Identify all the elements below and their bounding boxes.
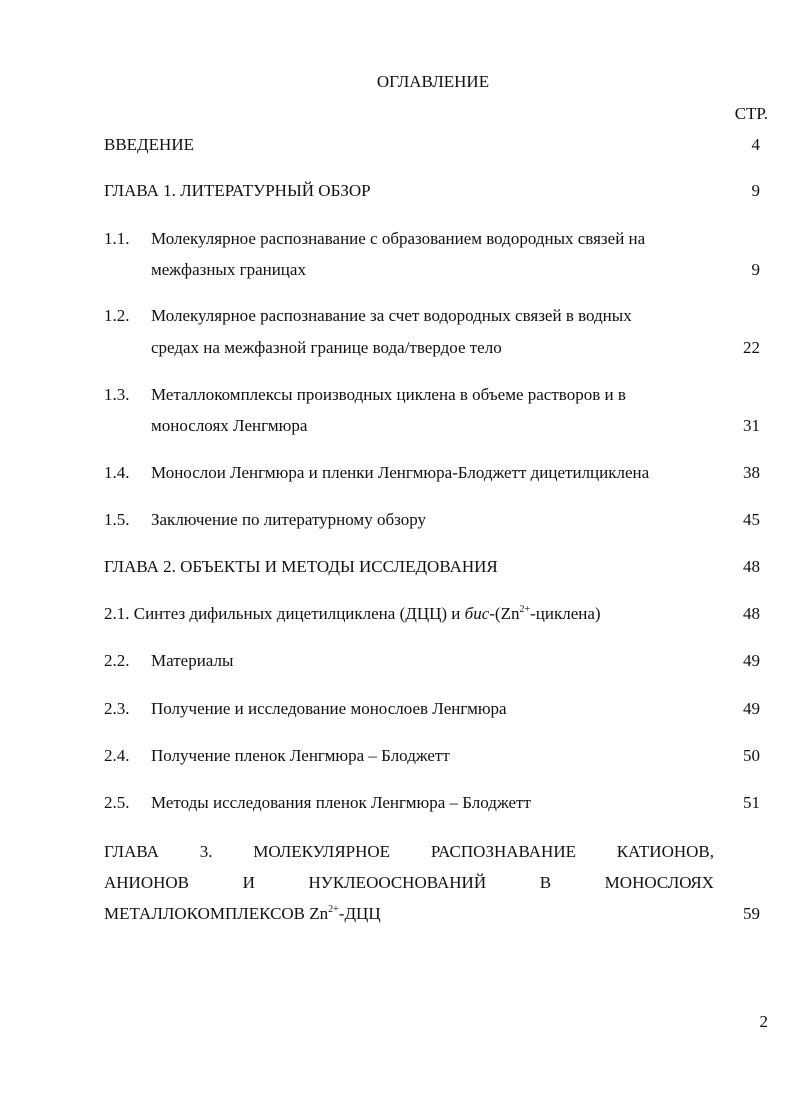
toc-page-chapter-3: 59 <box>743 904 760 923</box>
toc-entry-1-5[interactable]: Заключение по литературному обзору <box>151 510 426 529</box>
toc-word: РАСПОЗНАВАНИЕ <box>430 842 576 861</box>
toc-entry-chapter-3-line2[interactable] <box>104 873 714 893</box>
toc-page-2-2: 49 <box>743 651 760 670</box>
toc-entry-1-2-line2[interactable]: средах на межфазной границе вода/твердое тело <box>151 338 502 357</box>
toc-entry-1-1-line1[interactable]: Молекулярное распознавание с образованием водородных связей на <box>151 229 646 248</box>
toc-word: АНИОНОВ <box>104 873 189 892</box>
toc-number-2-5: 2.5. <box>104 793 130 812</box>
toc-entry-2-4[interactable]: Получение пленок Ленгмюра – Блоджетт <box>151 746 450 765</box>
toc-page-2-5: 51 <box>743 793 760 812</box>
page-column-header: СТР. <box>734 104 768 123</box>
toc-page-1-1: 9 <box>751 260 760 279</box>
toc-page-1-2: 22 <box>743 338 760 357</box>
toc-word: МОЛЕКУЛЯРНОЕ <box>253 842 391 861</box>
toc-word: ГЛАВА <box>104 842 159 861</box>
toc-page-chapter-2: 48 <box>743 557 760 576</box>
toc-entry-2-1-tail: -циклена) <box>530 604 601 623</box>
toc-entry-chapter-3-line1[interactable] <box>104 842 714 862</box>
page-title: ОГЛАВЛЕНИЕ <box>376 72 490 91</box>
toc-page-1-4: 38 <box>743 463 760 482</box>
toc-entry-chapter-2[interactable]: ГЛАВА 2. ОБЪЕКТЫ И МЕТОДЫ ИССЛЕДОВАНИЯ <box>104 557 498 576</box>
toc-word: В <box>539 873 552 892</box>
toc-entry-chapter-1[interactable]: ГЛАВА 1. ЛИТЕРАТУРНЫЙ ОБЗОР <box>104 181 371 200</box>
toc-entry-1-1-line2[interactable]: межфазных границах <box>151 260 306 279</box>
toc-entry-introduction[interactable]: ВВЕДЕНИЕ <box>104 135 194 154</box>
toc-word: 3. <box>199 842 213 861</box>
toc-entry-1-3-line2[interactable]: монослоях Ленгмюра <box>151 416 308 435</box>
toc-page-1-5: 45 <box>743 510 760 529</box>
toc-entry-2-2[interactable]: Материалы <box>151 651 234 670</box>
toc-page-chapter-1: 9 <box>751 181 760 200</box>
toc-page-1-3: 31 <box>743 416 760 435</box>
toc-entry-1-2-line1[interactable]: Молекулярное распознавание за счет водородных связей в водных <box>151 306 632 325</box>
toc-number-1-1: 1.1. <box>104 229 130 248</box>
toc-page-2-1: 48 <box>743 604 760 623</box>
toc-word: МОНОСЛОЯХ <box>604 873 714 892</box>
toc-word: НУКЛЕООСНОВАНИЙ <box>308 873 487 892</box>
toc-number-2-4: 2.4. <box>104 746 130 765</box>
toc-number-1-4: 1.4. <box>104 463 130 482</box>
toc-entry-2-1-charge: 2+ <box>519 604 531 615</box>
toc-entry-2-1-zn: -(Zn <box>489 604 520 623</box>
toc-page-2-3: 49 <box>743 699 760 718</box>
toc-word: КАТИОНОВ, <box>616 842 714 861</box>
toc-entry-chapter-3-text: МЕТАЛЛОКОМПЛЕКСОВ Zn <box>104 904 329 923</box>
toc-entry-1-3-line1[interactable]: Металлокомплексы производных циклена в объеме растворов и в <box>151 385 626 404</box>
toc-entry-chapter-3-line3[interactable] <box>104 904 381 924</box>
toc-number-2-2: 2.2. <box>104 651 130 670</box>
toc-entry-1-4[interactable]: Монослои Ленгмюра и пленки Ленгмюра-Блоджетт дицетилциклена <box>151 463 650 482</box>
toc-entry-2-3[interactable]: Получение и исследование монослоев Ленгмюра <box>151 699 507 718</box>
toc-word: И <box>242 873 255 892</box>
toc-number-1-2: 1.2. <box>104 306 130 325</box>
toc-entry-2-1[interactable] <box>104 604 601 624</box>
toc-entry-2-5[interactable]: Методы исследования пленок Ленгмюра – Блоджетт <box>151 793 531 812</box>
toc-page-introduction: 4 <box>751 135 760 154</box>
toc-page-2-4: 50 <box>743 746 760 765</box>
toc-entry-2-1-italic: бис <box>464 604 490 623</box>
toc-number-2-3: 2.3. <box>104 699 130 718</box>
toc-entry-2-1-text: 2.1. Синтез дифильных дицетилциклена (ДЦЦ) и <box>104 604 465 623</box>
page-number: 2 <box>759 1012 768 1031</box>
toc-number-1-5: 1.5. <box>104 510 130 529</box>
toc-entry-chapter-3-tail: -ДЦЦ <box>338 904 381 923</box>
toc-number-1-3: 1.3. <box>104 385 130 404</box>
toc-entry-chapter-3-charge: 2+ <box>328 904 339 915</box>
